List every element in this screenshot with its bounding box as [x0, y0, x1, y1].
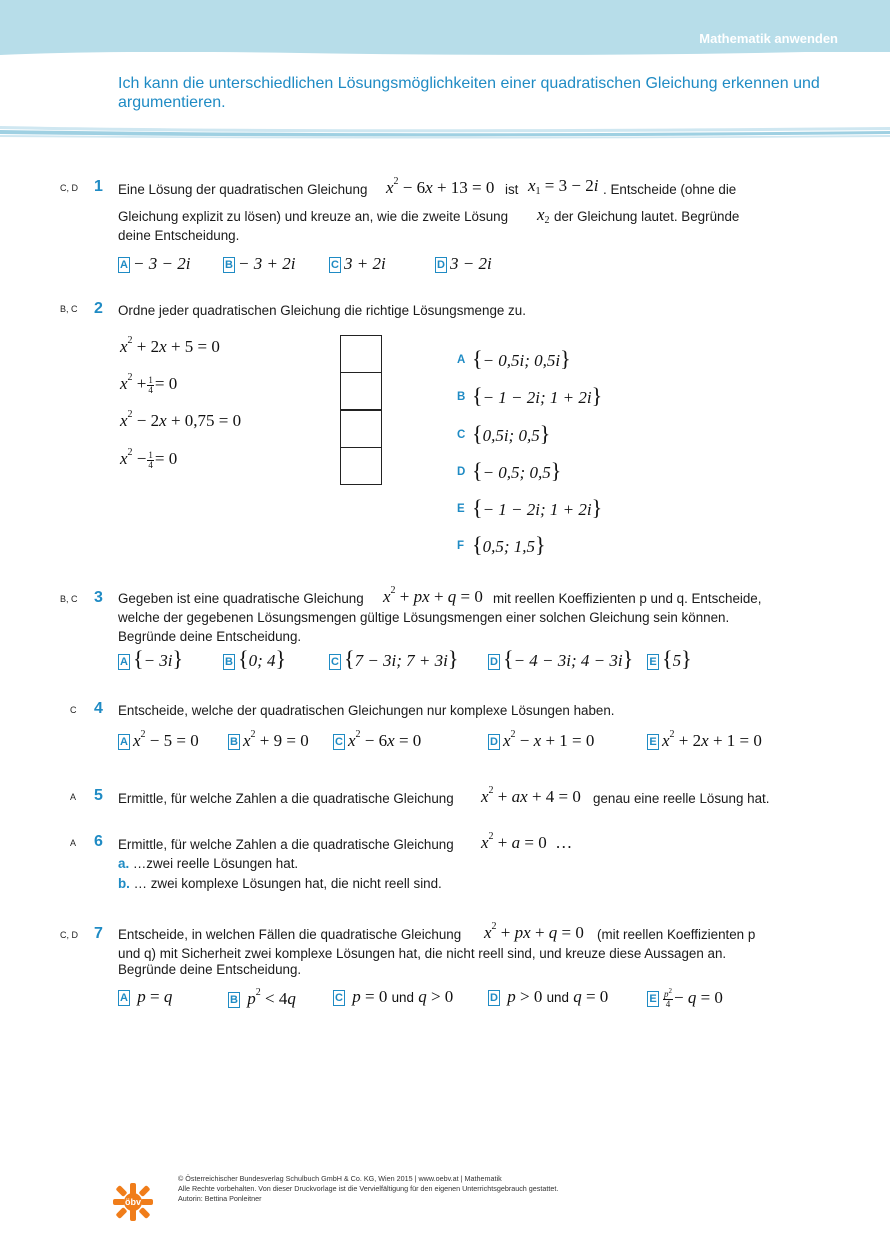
checkbox-a[interactable]: A [118, 734, 130, 750]
q4-option-c[interactable]: C $x^2 - 6x = 0$ [333, 729, 421, 751]
checkbox-a[interactable]: A [118, 654, 130, 670]
q3-text-3: welche der gegebenen Lösungsmengen gültige Lösungsmengen einer solchen Gleichung sein können. [118, 610, 730, 625]
q7-equation: $x^2$ + px + q = 0 [484, 921, 584, 942]
checkbox-e[interactable]: E [647, 991, 659, 1007]
q4-number: 4 [94, 700, 103, 717]
q3-option-c[interactable]: C {7 − 3i; 7 + 3i} [329, 646, 458, 672]
q2-answer-box-2[interactable] [340, 372, 382, 410]
q1-option-d[interactable]: D 3 − 2i [435, 254, 492, 274]
q1-text-2: ist [505, 182, 519, 197]
checkbox-e[interactable]: E [647, 734, 659, 750]
q1-equation: $x^2 - 6x + 13 = 0$ [386, 176, 495, 197]
q2-set-d: {− 0,5; 0,5} [472, 458, 562, 483]
q2-set-b: {− 1 − 2i; 1 + 2i} [472, 383, 603, 408]
q4-competence-tag: C [70, 705, 77, 715]
decorative-stripe [0, 124, 890, 140]
checkbox-e[interactable]: E [647, 654, 659, 670]
q2-set-letter-f: F [457, 540, 465, 552]
q7-text-4: Begründe deine Entscheidung. [118, 962, 302, 977]
q5-number: 5 [94, 787, 103, 804]
q6-text-1: Ermittle, für welche Zahlen a die quadratische Gleichung [118, 837, 454, 852]
q5-text-1: Ermittle, für welche Zahlen a die quadratische Gleichung [118, 791, 454, 806]
q1-competence-tag: C, D [60, 183, 78, 193]
q3-option-d[interactable]: D {− 4 − 3i; 4 − 3i} [488, 646, 633, 672]
q1-text-6: deine Entscheidung. [118, 228, 240, 243]
q3-text-2: mit reellen Koeffizienten p und q. Entscheide, [493, 591, 762, 606]
q4-text: Entscheide, welche der quadratischen Gleichungen nur komplexe Lösungen haben. [118, 703, 615, 718]
q5-equation: $x^2$ + ax + 4 = 0 [481, 785, 581, 806]
header-wave [0, 46, 890, 58]
q2-equation-2: $x^2$ + $\frac{1}{4}$ = 0 [120, 372, 178, 395]
q1-option-b[interactable]: B − 3 + 2i [223, 254, 295, 274]
q7-text-1: Entscheide, in welchen Fällen die quadratische Gleichung [118, 927, 462, 942]
q2-equation-4: $x^2$ − $\frac{1}{4}$ = 0 [120, 447, 178, 470]
q2-set-f: {0,5; 1,5} [472, 532, 546, 557]
q7-text-2: (mit reellen Koeffizienten p [597, 927, 756, 942]
q7-number: 7 [94, 925, 103, 942]
q7-text-3: und q) mit Sicherheit zwei komplexe Lösungen hat, die nicht reell sind, und kreuze diese Aussagen an. [118, 946, 727, 961]
q1-text-4: Gleichung explizit zu lösen) und kreuze an, wie die zweite Lösung [118, 209, 509, 224]
q2-number: 2 [94, 300, 103, 317]
q4-option-d[interactable]: D $x^2 - x + 1 = 0$ [488, 729, 594, 751]
checkbox-a[interactable]: A [118, 990, 130, 1006]
checkbox-a[interactable]: A [118, 257, 130, 273]
q1-option-c[interactable]: C 3 + 2i [329, 254, 386, 274]
q3-text-1: Gegeben ist eine quadratische Gleichung [118, 591, 364, 606]
q6-competence-tag: A [70, 838, 77, 848]
checkbox-c[interactable]: C [329, 257, 341, 273]
section-label: Mathematik anwenden [699, 31, 838, 46]
footer-line-1: © Österreichischer Bundesverlag Schulbuch GmbH & Co. KG, Wien 2015 | www.oebv.at | Mathematik [178, 1174, 502, 1183]
q3-option-e[interactable]: E {5} [647, 646, 692, 672]
q6-item-a: a. …zwei reelle Lösungen hat. [118, 856, 299, 871]
oebv-logo-icon [113, 1183, 153, 1221]
checkbox-b[interactable]: B [223, 654, 235, 670]
checkbox-b[interactable]: B [228, 992, 240, 1008]
footer-line-2: Alle Rechte vorbehalten. Von dieser Druckvorlage ist die Vervielfältigung für den eigenen Unterrichtsgebrauch gestattet. [178, 1184, 559, 1194]
checkbox-d[interactable]: D [488, 654, 500, 670]
q7-option-a[interactable]: A p = q [118, 987, 172, 1007]
q6-item-b: b. … zwei komplexe Lösungen hat, die nicht reell sind. [118, 876, 442, 891]
q2-set-letter-a: A [457, 354, 466, 366]
footer-copyright [178, 1174, 558, 1205]
checkbox-c[interactable]: C [333, 990, 345, 1006]
checkbox-b[interactable]: B [223, 257, 235, 273]
q1-number: 1 [94, 178, 103, 195]
q4-option-a[interactable]: A $x^2 - 5 = 0$ [118, 729, 199, 751]
q1-solution-x1: $x_1 = 3 - 2i$ [528, 176, 599, 197]
q3-competence-tag: B, C [60, 594, 78, 604]
footer-line-3: Autorin: Bettina Ponleitner [178, 1194, 262, 1204]
q2-answer-box-3[interactable] [340, 410, 382, 448]
q7-option-e[interactable]: E $\frac{p^2}{4}$ − q = 0 [647, 987, 723, 1009]
q2-set-letter-e: E [457, 503, 465, 515]
checkbox-d[interactable]: D [488, 734, 500, 750]
q2-set-letter-d: D [457, 466, 466, 478]
q6-number: 6 [94, 833, 103, 850]
checkbox-c[interactable]: C [333, 734, 345, 750]
q2-set-letter-b: B [457, 391, 466, 403]
q3-number: 3 [94, 589, 103, 606]
learning-goal: Ich kann die unterschiedlichen Lösungsmöglichkeiten einer quadratischen Gleichung erkennen und argumentieren. [118, 75, 820, 111]
q4-option-e[interactable]: E $x^2 + 2x + 1 = 0$ [647, 729, 762, 751]
q2-set-letter-c: C [457, 429, 466, 441]
q2-answer-box-4[interactable] [340, 447, 382, 485]
q1-text-1: Eine Lösung der quadratischen Gleichung [118, 182, 368, 197]
q4-option-b[interactable]: B $x^2 + 9 = 0$ [228, 729, 309, 751]
q7-competence-tag: C, D [60, 930, 78, 940]
checkbox-c[interactable]: C [329, 654, 341, 670]
q2-equation-1: $x^2 + 2x + 5 = 0$ [120, 335, 220, 356]
checkbox-d[interactable]: D [488, 990, 500, 1006]
q1-option-a[interactable]: A − 3 − 2i [118, 254, 190, 274]
q1-text-5: der Gleichung lautet. Begründe [554, 209, 740, 224]
q2-equation-3: $x^2 - 2x + 0,75 = 0$ [120, 409, 242, 430]
q2-set-e: {− 1 − 2i; 1 + 2i} [472, 495, 603, 520]
q5-text-2: genau eine reelle Lösung hat. [593, 791, 770, 806]
svg-text:öbv: öbv [124, 1197, 142, 1207]
q1-x2: $x_2$ [537, 205, 550, 226]
q2-set-a: {− 0,5i; 0,5i} [472, 346, 571, 371]
q2-text: Ordne jeder quadratischen Gleichung die richtige Lösungsmenge zu. [118, 303, 526, 318]
q3-text-4: Begründe deine Entscheidung. [118, 629, 302, 644]
q2-answer-box-1[interactable] [340, 335, 382, 373]
q7-option-c[interactable]: C p = 0 und q > 0 [333, 987, 453, 1007]
q5-competence-tag: A [70, 792, 77, 802]
q1-text-3: . Entscheide (ohne die [603, 182, 737, 197]
q7-option-d[interactable]: D p > 0 und q = 0 [488, 987, 608, 1007]
q3-option-b[interactable]: B {0; 4} [223, 646, 286, 672]
q2-competence-tag: B, C [60, 304, 78, 314]
q2-set-c: {0,5i; 0,5} [472, 421, 551, 446]
checkbox-d[interactable]: D [435, 257, 447, 273]
q3-option-a[interactable]: A {− 3i} [118, 646, 183, 672]
q3-equation: $x^2$ + px + q = 0 [383, 585, 483, 606]
q6-equation: $x^2 + a = 0$ … [481, 831, 573, 852]
checkbox-b[interactable]: B [228, 734, 240, 750]
q7-option-b[interactable]: B $p^2 < 4q$ [228, 987, 296, 1009]
